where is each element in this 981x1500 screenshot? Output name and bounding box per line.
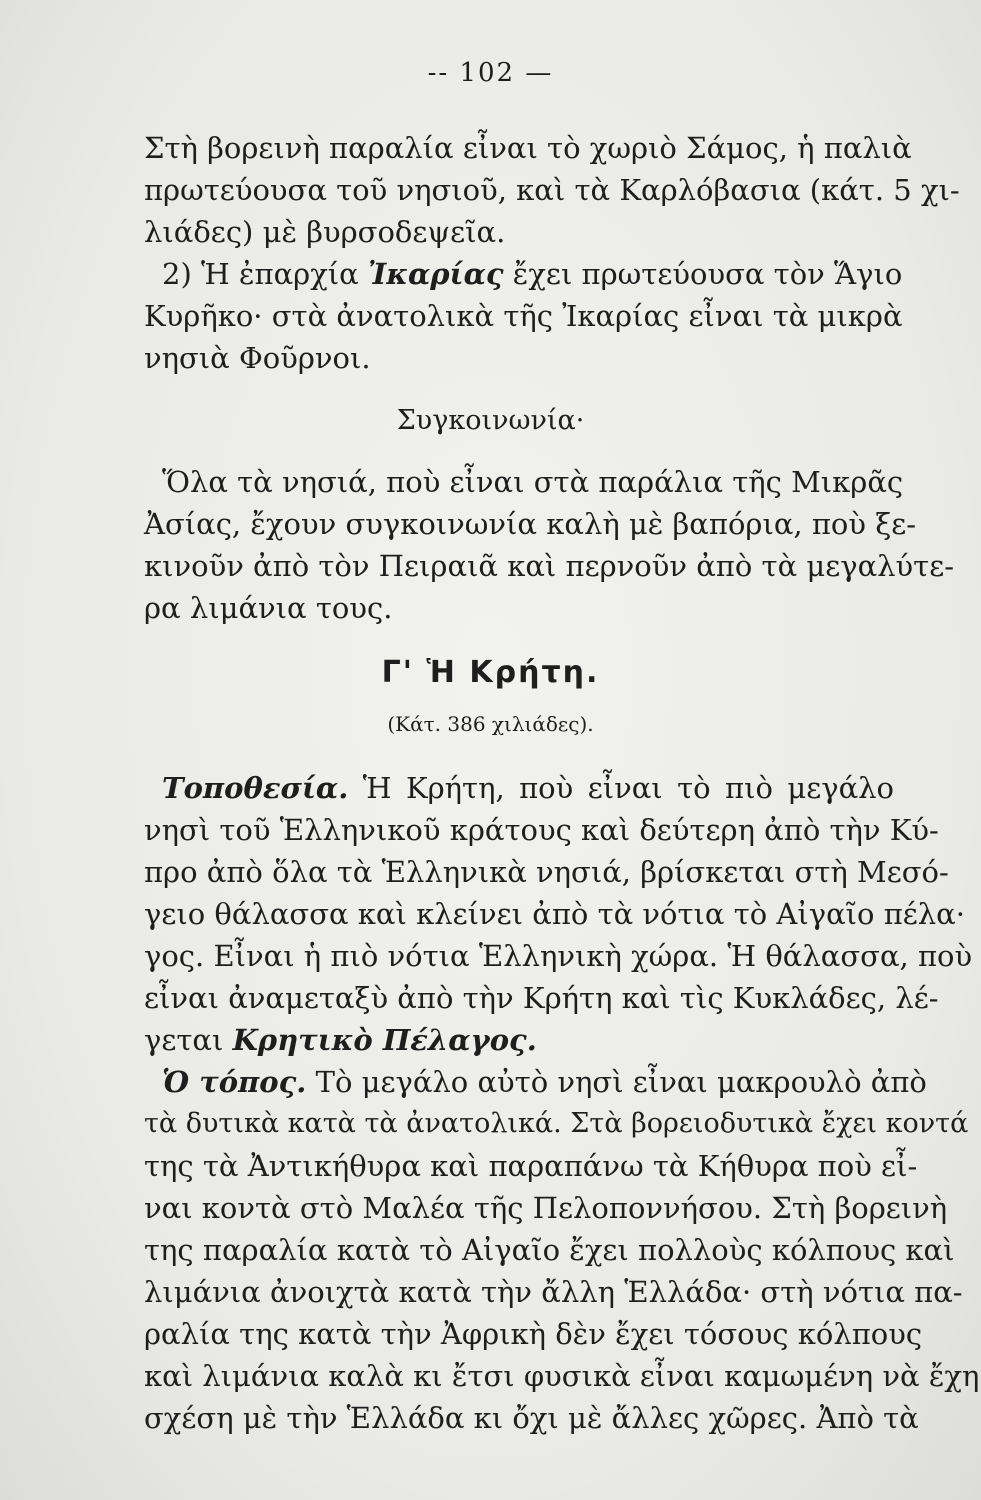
paragraph-label: Τοποθεσία. [162,771,349,805]
text-line: νησιὰ Φοῦρνοι. [144,341,371,375]
text-line: σχέση μὲ τὴν Ἑλλάδα κι ὄχι μὲ ἄλλες χῶρες. Ἀπὸ τὰ [144,1401,919,1435]
text-line: κινοῦν ἀπὸ τὸν Πειραιᾶ καὶ περνοῦν ἀπὸ τὰ μεγαλύτε- [144,549,955,583]
text-line: νησὶ τοῦ Ἑλληνικοῦ κράτους καὶ δεύτερη ἀπὸ τὴν Κύ- [144,813,939,847]
text-line: 2) Ἡ ἐπαρχία Ἰκαρίας ἔχει πρωτεύουσα τὸν Ἅγιο [162,257,903,291]
text-line: της τὰ Ἀντικήθυρα καὶ παραπάνω τὰ Κήθυρα ποὺ εἶ- [144,1149,918,1183]
text-line: τὰ δυτικὰ κατὰ τὰ ἀνατολικά. Στὰ βορειοδυτικὰ ἔχει κοντά [144,1108,969,1139]
text-line: Ὅλα τὰ νησιά, ποὺ εἶναι στὰ παράλια τῆς Μικρᾶς [162,465,904,499]
text-line: λιάδες) μὲ βυρσοδεψεῖα. [144,215,506,249]
chapter-heading: Γ' Ἡ Κρήτη. [381,655,600,690]
text-line: γος. Εἶναι ἡ πιὸ νότια Ἑλληνικὴ χώρα. Ἡ θάλασσα, ποὺ [144,939,973,973]
text-line: εἶναι ἀναμεταξὺ ἀπὸ τὴν Κρήτη καὶ τὶς Κυκλάδες, λέ- [144,981,939,1015]
place-name: Ἰκαρίας [367,257,504,291]
text-line: ναι κοντὰ στὸ Μαλέα τῆς Πελοποννήσου. Στὴ βορεινὴ [144,1191,948,1225]
text-line: Ἀσίας, ἔχουν συγκοινωνία καλὴ μὲ βαπόρια, ποὺ ξε- [144,507,917,541]
text-line: Τοποθεσία. Ἡ Κρήτη, ποὺ εἶναι τὸ πιὸ μεγάλο [162,771,894,805]
text-line: Κυρῆκο· στὰ ἀνατολικὰ τῆς Ἰκαρίας εἶναι τὰ μικρὰ [144,299,903,333]
text-line: καὶ λιμάνια καλὰ κι ἔτσι φυσικὰ εἶναι καμωμένη νὰ ἔχη [144,1359,980,1393]
text-line: πρωτεύουσα τοῦ νησιοῦ, καὶ τὰ Καρλόβασια (κάτ. 5 χι- [144,173,960,207]
text-line: της παραλία κατὰ τὸ Αἰγαῖο ἔχει πολλοὺς κόλπους καὶ [144,1233,955,1267]
section-heading: Συγκοινωνία· [396,405,585,436]
text-line: λιμάνια ἀνοιχτὰ κατὰ τὴν ἄλλη Ἑλλάδα· στὴ νότια πα- [144,1275,963,1309]
text-line: Ὁ τόπος. Τὸ μεγάλο αὐτὸ νησὶ εἶναι μακρουλὸ ἀπὸ [162,1065,927,1099]
chapter-subheading: (Κάτ. 386 χιλιάδες). [387,712,594,736]
paragraph-label: Ὁ τόπος. [162,1065,307,1099]
text-line: γεται Κρητικὸ Πέλαγος. [144,1023,537,1057]
page-number: -- 102 — [427,58,554,88]
text-line: ρα λιμάνια τους. [144,591,393,625]
emphasis: Κρητικὸ Πέλαγος. [232,1023,537,1057]
text-line: Στὴ βορεινὴ παραλία εἶναι τὸ χωριὸ Σάμος, ἡ παλιὰ [144,131,912,165]
text-line: προ ἀπὸ ὅλα τὰ Ἑλληνικὰ νησιά, βρίσκεται στὴ Μεσό- [144,855,949,889]
text-line: ραλία της κατὰ τὴν Ἀφρικὴ δὲν ἔχει τόσους κόλπους [144,1317,923,1351]
text-line: γειο θάλασσα καὶ κλείνει ἀπὸ τὰ νότια τὸ Αἰγαῖο πέλα· [144,897,965,931]
